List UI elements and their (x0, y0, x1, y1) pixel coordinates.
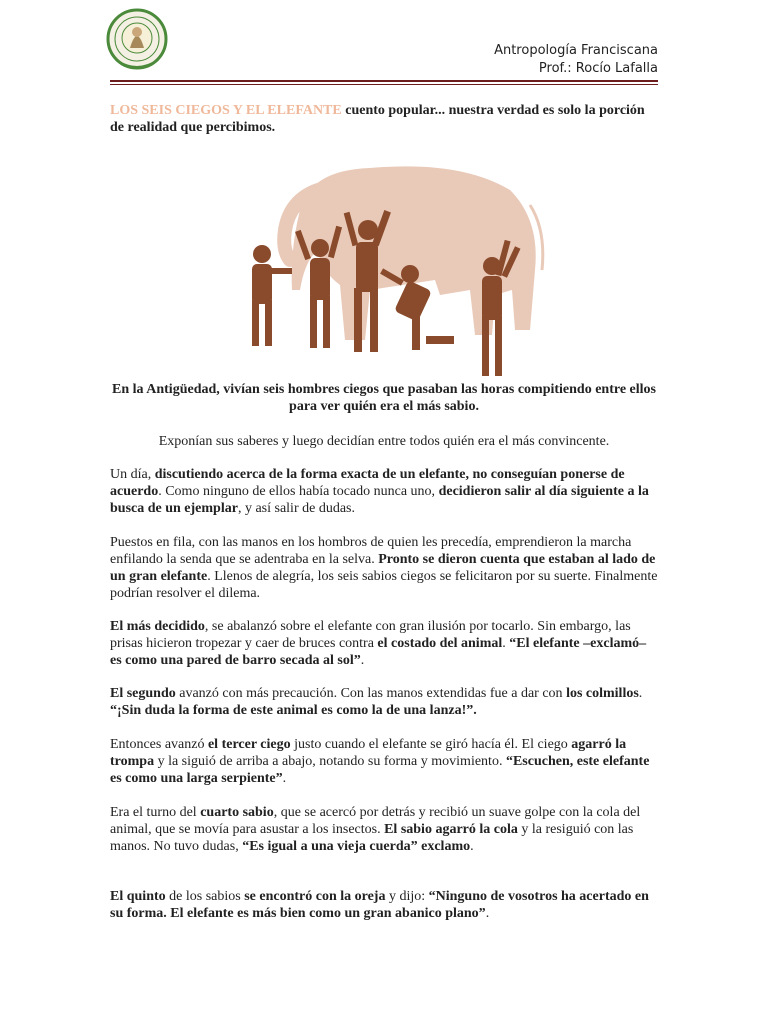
course-title: Antropología Franciscana (494, 43, 658, 58)
story-title: LOS SEIS CIEGOS Y EL ELEFANTE (110, 103, 342, 118)
paragraph-7: Era el turno del cuarto sabio, que se acercó por detrás y recibió un suave golpe con la cola del animal, que se movía para asustar a los insectos. El sabio agarró la cola y la resiguió con las manos. No tuvo dudas, “Es igual a una vieja cuerda” exclamo. (110, 805, 641, 854)
paragraph-4: El más decidido, se abalanzó sobre el elefante con gran ilusión por tocarlo. Sin embargo, las prisas hicieron tropezar y caer de bruces contra el costado del animal. “El elefante –exclamó– es como una pared de barro secada al sol”. (110, 619, 647, 668)
header-rule-thin (110, 84, 658, 85)
header-text (494, 42, 658, 78)
paragraph-5: El segundo avanzó con más precaución. Con las manos extendidas fue a dar con los colmillos. “¡Sin duda la forma de este animal es como la de una lanza!”. (110, 686, 643, 718)
paragraph-1: Exponían sus saberes y luego decidían entre todos quién era el más convincente. (158, 434, 610, 449)
elephant-blind-men-illustration (230, 150, 546, 382)
paragraph-8: El quinto de los sabios se encontró con la oreja y dijo: “Ninguno de vosotros ha acertado en su forma. El elefante es más bien como un gran abanico plano”. (110, 889, 649, 921)
intro-paragraph: LOS SEIS CIEGOS Y EL ELEFANTE cuento popular... nuestra verdad es solo la porción de realidad que percibimos. (110, 103, 645, 135)
university-seal-icon (106, 8, 168, 74)
professor-name: Prof.: Rocío Lafalla (538, 61, 658, 76)
paragraph-2: Un día, discutiendo acerca de la forma exacta de un elefante, no conseguían ponerse de acuerdo. Como ninguno de ellos había tocado nunca uno, decidieron salir al día siguiente a la busca de un ejemplar, y así salir de dudas. (110, 467, 649, 516)
header-rule (110, 80, 658, 82)
paragraph-6: Entonces avanzó el tercer ciego justo cuando el elefante se giró hacía él. El ciego agarró la trompa y la siguió de arriba a abajo, notando su forma y movimiento. “Escuchen, este elefante es como una larga serpiente”. (110, 737, 650, 786)
paragraph-3: Puestos en fila, con las manos en los hombros de quien les precedía, emprendieron la marcha enfilando la senda que se adentraba en la selva. Pronto se dieron cuenta que estaban al lado de un gran elefante. Llenos de alegría, los seis sabios ciegos se felicitaron por su suerte. Finalmente podrían resolver el dilema. (110, 535, 658, 601)
document-page (110, 0, 658, 921)
caption-paragraph: En la Antigüedad, vivían seis hombres ciegos que pasaban las horas compitiendo entre ellos para ver quién era el más sabio. (112, 382, 656, 414)
page-header (110, 0, 658, 82)
